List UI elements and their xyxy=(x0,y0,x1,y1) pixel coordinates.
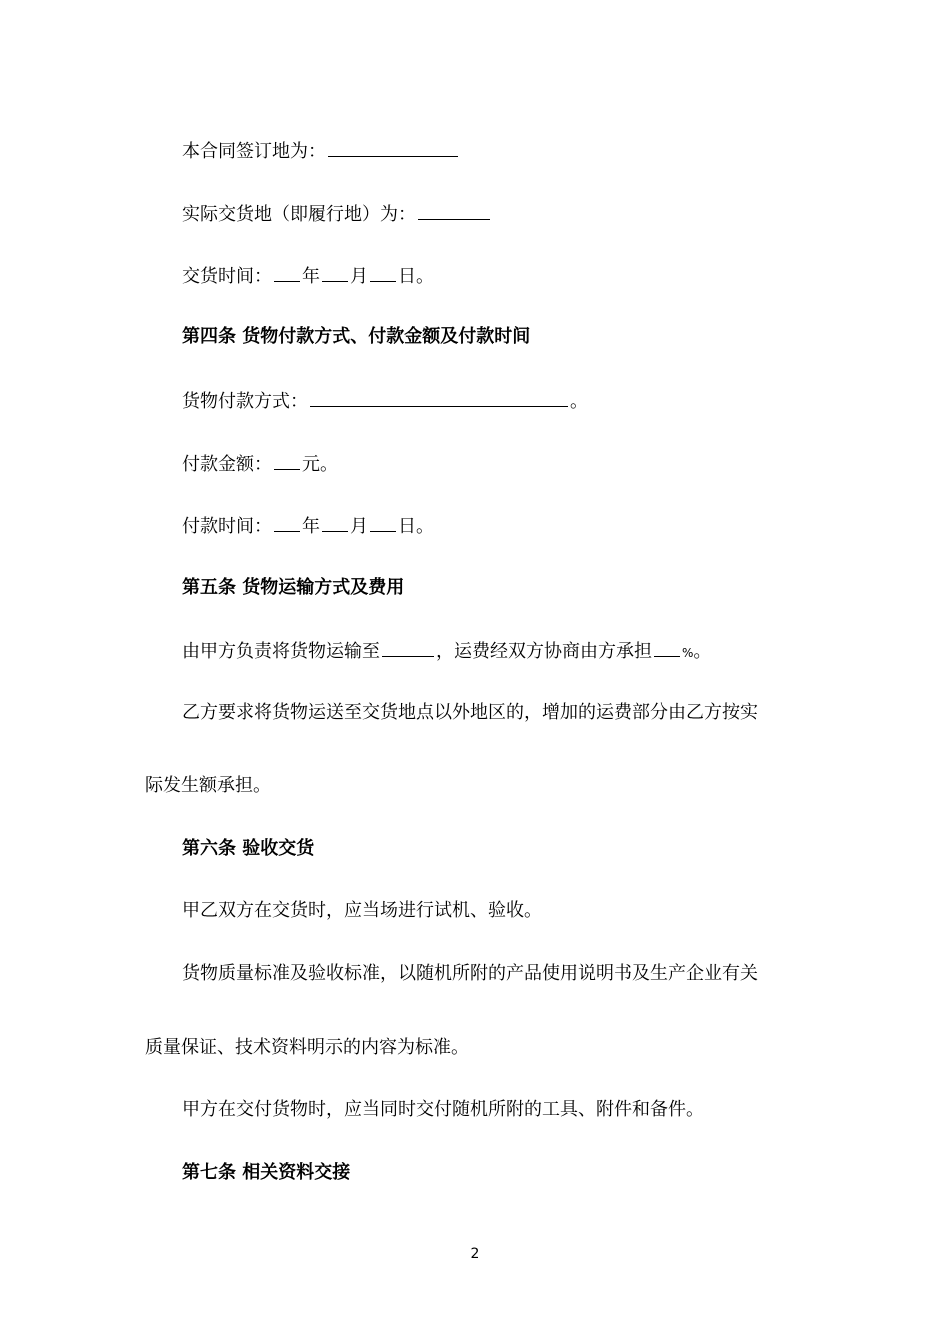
article-7-heading: 第七条 相关资料交接 xyxy=(182,1162,351,1183)
delivery-place-line xyxy=(182,201,492,227)
transport-text-c: 。 xyxy=(693,641,712,662)
year-label: 年 xyxy=(302,516,320,537)
delivery-month-blank xyxy=(322,263,348,282)
percent-sign: % xyxy=(682,646,694,660)
delivery-time-line xyxy=(182,263,434,289)
payment-time-line xyxy=(182,513,434,539)
article-6-heading: 第六条 验收交货 xyxy=(182,838,315,859)
article-5-heading: 第五条 货物运输方式及费用 xyxy=(182,577,405,598)
transport-percent-blank xyxy=(654,638,680,657)
payment-year-blank xyxy=(274,513,300,532)
sign-place-line xyxy=(182,138,460,164)
delivery-place-blank xyxy=(418,201,490,220)
transport-text-b: ，运费经双方协商由方承担 xyxy=(436,641,652,662)
month-label: 月 xyxy=(350,516,368,537)
sign-place-label: 本合同签订地为： xyxy=(182,141,326,162)
transport-text-a: 由甲方负责将货物运输至 xyxy=(182,641,380,662)
payment-day-blank xyxy=(370,513,396,532)
payment-amount-line xyxy=(182,451,338,477)
delivery-place-label: 实际交货地（即履行地）为： xyxy=(182,204,416,225)
acceptance-line-2b: 质量保证、技术资料明示的内容为标准。 xyxy=(145,1037,469,1058)
day-label: 日。 xyxy=(398,516,434,537)
payment-amount-blank xyxy=(274,451,300,470)
delivery-day-blank xyxy=(370,263,396,282)
payment-method-blank xyxy=(310,388,568,407)
transport-destination-blank xyxy=(382,638,434,657)
payment-method-line xyxy=(182,388,588,414)
delivery-time-label: 交货时间： xyxy=(182,266,272,287)
day-label: 日。 xyxy=(398,266,434,287)
payment-month-blank xyxy=(322,513,348,532)
transport-line xyxy=(182,638,711,665)
transport-extra-line-1: 乙方要求将货物运送至交货地点以外地区的，增加的运费部分由乙方按实 xyxy=(182,702,758,723)
payment-method-label: 货物付款方式： xyxy=(182,391,308,412)
page-number: 2 xyxy=(470,1246,480,1262)
year-label: 年 xyxy=(302,266,320,287)
acceptance-line-2a: 货物质量标准及验收标准，以随机所附的产品使用说明书及生产企业有关 xyxy=(182,963,758,984)
month-label: 月 xyxy=(350,266,368,287)
acceptance-line-1: 甲乙双方在交货时，应当场进行试机、验收。 xyxy=(182,900,542,921)
transport-extra-line-2: 际发生额承担。 xyxy=(145,775,271,796)
article-4-heading: 第四条 货物付款方式、付款金额及付款时间 xyxy=(182,326,531,347)
payment-amount-label: 付款金额： xyxy=(182,454,272,475)
payment-time-label: 付款时间： xyxy=(182,516,272,537)
sign-place-blank xyxy=(328,138,458,157)
yuan-label: 元。 xyxy=(302,454,338,475)
acceptance-line-3: 甲方在交付货物时，应当同时交付随机所附的工具、附件和备件。 xyxy=(182,1099,704,1120)
delivery-year-blank xyxy=(274,263,300,282)
payment-method-period: 。 xyxy=(570,391,588,412)
